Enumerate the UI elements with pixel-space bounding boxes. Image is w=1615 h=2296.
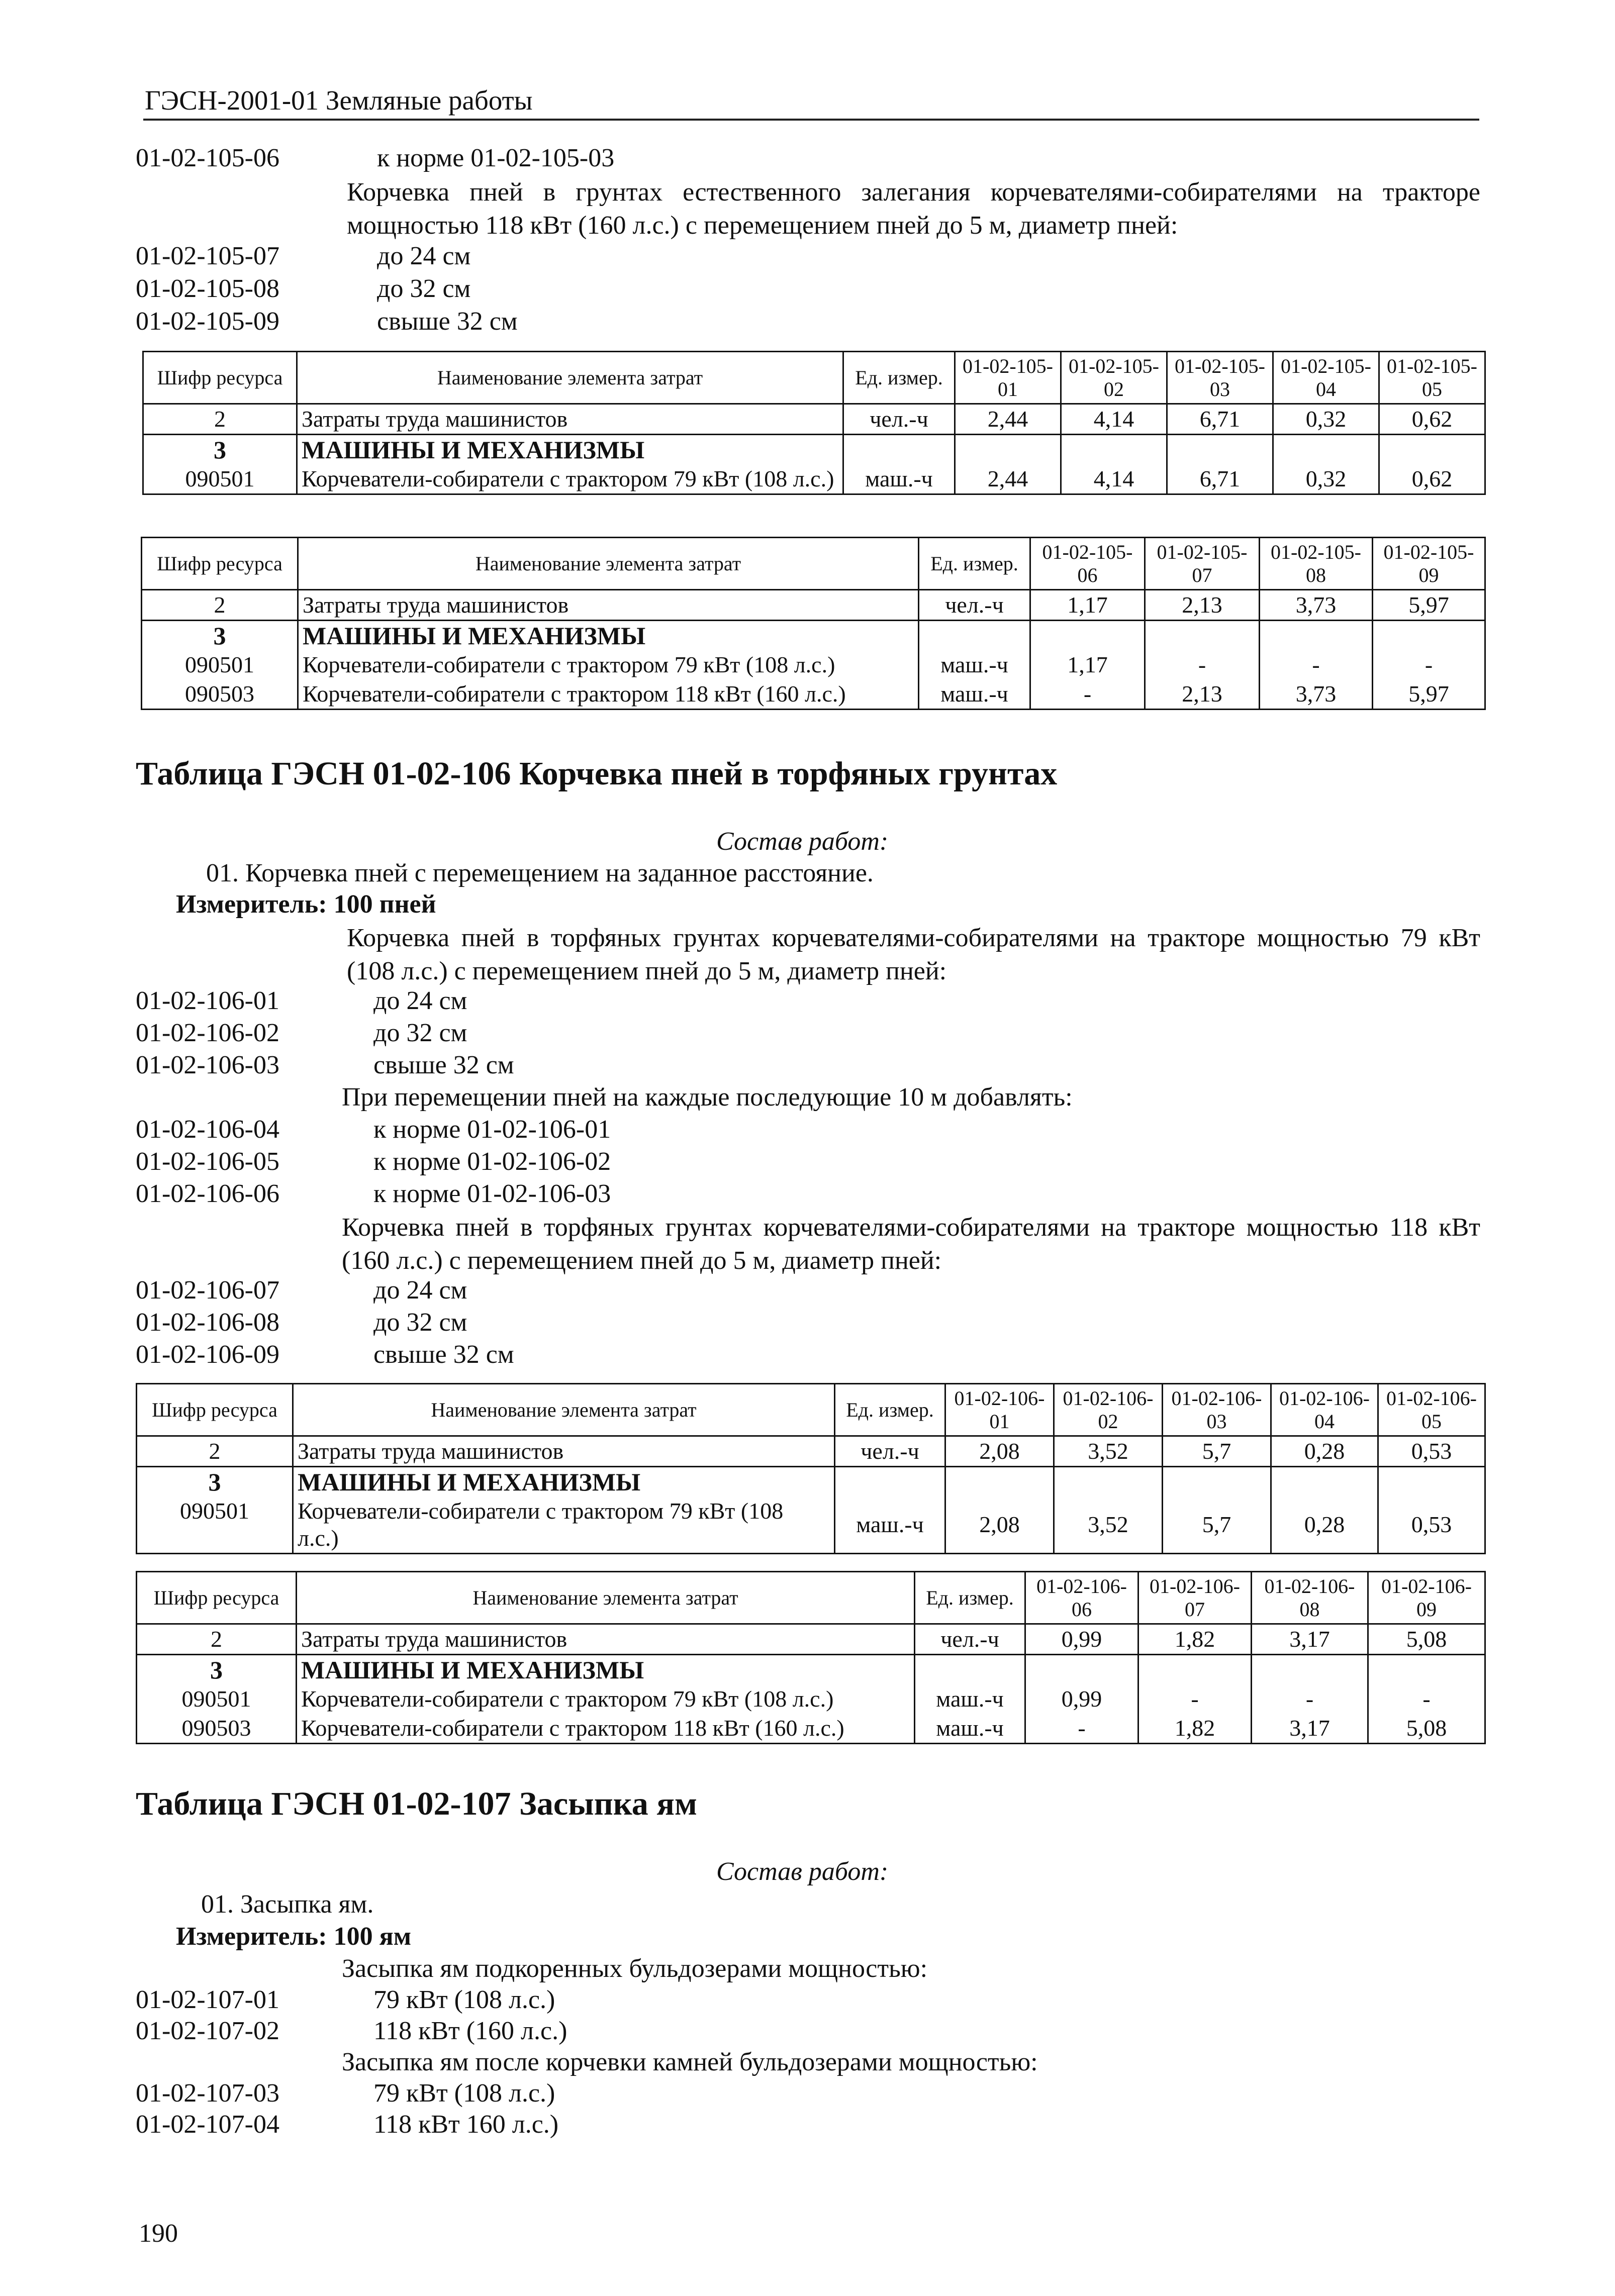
table-cell <box>1368 1655 1485 1685</box>
norm-text: до 32 см <box>377 274 471 303</box>
table-cell: маш.-ч <box>919 650 1030 679</box>
table-cell: Корчеватели-собиратели с трактором 79 кВт (108 л.с.) <box>297 1684 915 1714</box>
norm-description: Корчевка пней в торфяных грунтах корчевателями-собирателями на тракторе мощностью 118 кВт (160 л.с.) с перемещением пней до 5 м, диаметр пней: <box>342 1213 1480 1275</box>
norm-text: до 32 см <box>373 1308 467 1337</box>
table-header-row <box>137 1384 1485 1436</box>
header-cell: Шифр ресурса <box>137 1572 297 1624</box>
norm-text: 118 кВт 160 л.с.) <box>373 2110 559 2139</box>
norm-code: 01-02-105-07 <box>136 242 279 270</box>
norm-code: 01-02-107-03 <box>136 2079 279 2108</box>
header-cell: 01-02-106-03 <box>1163 1384 1271 1436</box>
norm-text: до 24 см <box>377 242 471 270</box>
header-cell: 01-02-105-01 <box>955 352 1061 404</box>
table-cell: Корчеватели-собиратели с трактором 79 кВт (108 л.с.) <box>297 464 843 494</box>
table-cell: - <box>1368 1684 1485 1714</box>
header-rule <box>143 119 1479 121</box>
table-cell <box>1273 435 1379 465</box>
header-cell: Ед. измер. <box>835 1384 945 1436</box>
table-cell: 2,08 <box>945 1496 1054 1554</box>
table-row <box>137 1684 1485 1714</box>
header-cell: 01-02-105-04 <box>1273 352 1379 404</box>
table-row <box>137 1655 1485 1685</box>
header-cell: 01-02-106-02 <box>1054 1384 1163 1436</box>
norm-code: 01-02-107-04 <box>136 2110 279 2139</box>
table-cell: 2 <box>143 404 297 435</box>
norm-text: 118 кВт (160 л.с.) <box>373 2017 567 2045</box>
table-cell <box>915 1655 1025 1685</box>
table-cell: Затраты труда машинистов <box>297 404 843 435</box>
norm-text: 79 кВт (108 л.с.) <box>373 2079 555 2108</box>
table-row <box>143 435 1485 465</box>
header-cell: Наименование элемента затрат <box>297 352 843 404</box>
table-cell: Корчеватели-собиратели с трактором 79 кВт (108 л.с.) <box>298 650 919 679</box>
section-label: МАШИНЫ И МЕХАНИЗМЫ <box>293 1467 835 1497</box>
norm-text: до 24 см <box>373 986 467 1015</box>
table-cell <box>1252 1655 1368 1685</box>
table-cell: - <box>1373 650 1485 679</box>
measurement-unit-value: 100 пней <box>333 890 436 919</box>
measurement-unit <box>176 1922 411 1951</box>
table-cell: - <box>1030 679 1145 710</box>
norm-text: 79 кВт (108 л.с.) <box>373 1985 555 2014</box>
norm-description: Корчевка пней в грунтах естественного залегания корчевателями-собирателями на тракторе мощностью 118 кВт (160 л.с.) с перемещением пней до 5 м, диаметр пней: <box>347 178 1480 240</box>
header-cell: Шифр ресурса <box>142 538 298 590</box>
norm-code: 01-02-106-07 <box>136 1276 279 1305</box>
norm-description: Засыпка ям подкоренных бульдозерами мощностью: <box>342 1954 928 1983</box>
table-cell: 090503 <box>137 1714 297 1744</box>
header-cell: 01-02-106-06 <box>1025 1572 1138 1624</box>
table-cell: 0,62 <box>1379 464 1485 494</box>
norm-description: Засыпка ям после корчевки камней бульдозерами мощностью: <box>342 2048 1038 2076</box>
header-cell: Шифр ресурса <box>137 1384 293 1436</box>
table-row <box>143 404 1485 435</box>
table-cell <box>1061 435 1167 465</box>
table-cell: 4,14 <box>1061 404 1167 435</box>
table-cell: маш.-ч <box>843 464 955 494</box>
table-cell <box>1167 435 1273 465</box>
table-cell: Корчеватели-собиратели с трактором 118 кВт (160 л.с.) <box>297 1714 915 1744</box>
work-composition-label: Состав работ: <box>716 827 889 856</box>
resource-table-105-a <box>142 351 1486 495</box>
table-cell: 090503 <box>142 679 298 710</box>
table-cell <box>843 435 955 465</box>
table-cell: 4,14 <box>1061 464 1167 494</box>
norm-text: к норме 01-02-106-02 <box>373 1147 611 1176</box>
table-cell: 3,17 <box>1252 1714 1368 1744</box>
table-cell: 2,13 <box>1145 590 1260 621</box>
norm-code: 01-02-105-09 <box>136 307 279 336</box>
table-row <box>143 464 1485 494</box>
header-cell: 01-02-106-08 <box>1252 1572 1368 1624</box>
header-cell: 01-02-105-03 <box>1167 352 1273 404</box>
table-cell: 2 <box>137 1436 293 1467</box>
table-cell <box>1054 1467 1163 1497</box>
table-cell: 090501 <box>143 464 297 494</box>
table-row <box>137 1624 1485 1655</box>
table-cell: 5,97 <box>1373 679 1485 710</box>
header-cell: 01-02-105-07 <box>1145 538 1260 590</box>
table-cell <box>1145 621 1260 651</box>
header-cell: 01-02-106-01 <box>945 1384 1054 1436</box>
measurement-unit-label: Измеритель: <box>176 890 327 919</box>
table-cell: Затраты труда машинистов <box>298 590 919 621</box>
norm-code: 01-02-105-06 <box>136 144 279 172</box>
header-cell: Ед. измер. <box>915 1572 1025 1624</box>
norm-code: 01-02-106-01 <box>136 986 279 1015</box>
norm-code: 01-02-106-09 <box>136 1340 279 1369</box>
measurement-unit <box>176 889 436 919</box>
section-label: МАШИНЫ И МЕХАНИЗМЫ <box>297 1655 915 1685</box>
header-cell: Шифр ресурса <box>143 352 297 404</box>
header-cell: 01-02-105-08 <box>1260 538 1373 590</box>
table-cell: - <box>1252 1684 1368 1714</box>
table-cell <box>945 1467 1054 1497</box>
table-cell: 0,99 <box>1025 1624 1138 1655</box>
norm-description: Корчевка пней в торфяных грунтах корчевателями-собирателями на тракторе мощностью 79 кВт (108 л.с.) с перемещением пней до 5 м, диаметр пней: <box>347 924 1480 985</box>
table-cell: 090501 <box>142 650 298 679</box>
table-cell: 2 <box>142 590 298 621</box>
running-header: ГЭСН-2001-01 Земляные работы <box>145 85 533 116</box>
norm-text: к норме 01-02-106-01 <box>373 1115 611 1144</box>
section-title-106: Таблица ГЭСН 01-02-106 Корчевка пней в торфяных грунтах <box>136 755 1058 792</box>
table-cell: 0,99 <box>1025 1684 1138 1714</box>
table-cell: чел.-ч <box>915 1624 1025 1655</box>
header-cell: 01-02-106-05 <box>1378 1384 1485 1436</box>
table-cell <box>1025 1655 1138 1685</box>
table-cell: 0,62 <box>1379 404 1485 435</box>
norm-code: 01-02-106-06 <box>136 1179 279 1208</box>
header-cell: 01-02-105-05 <box>1379 352 1485 404</box>
table-cell: 5,7 <box>1163 1496 1271 1554</box>
resource-table-105-b <box>141 537 1486 710</box>
table-row <box>137 1467 1485 1497</box>
norm-text: свыше 32 см <box>373 1051 514 1079</box>
section-label: МАШИНЫ И МЕХАНИЗМЫ <box>298 621 919 651</box>
header-cell: 01-02-105-02 <box>1061 352 1167 404</box>
section-label: МАШИНЫ И МЕХАНИЗМЫ <box>297 435 843 465</box>
table-cell: 5,97 <box>1373 590 1485 621</box>
table-cell: маш.-ч <box>915 1684 1025 1714</box>
table-cell: Корчеватели-собиратели с трактором 118 кВт (160 л.с.) <box>298 679 919 710</box>
table-cell: 2,08 <box>945 1436 1054 1467</box>
table-cell: 3,52 <box>1054 1496 1163 1554</box>
table-cell: чел.-ч <box>843 404 955 435</box>
work-item: 01. Засыпка ям. <box>201 1890 374 1919</box>
header-cell: 01-02-106-09 <box>1368 1572 1485 1624</box>
table-cell: 5,7 <box>1163 1436 1271 1467</box>
measurement-unit-label: Измеритель: <box>176 1922 327 1951</box>
table-cell: - <box>1145 650 1260 679</box>
table-cell: 3,73 <box>1260 590 1373 621</box>
table-cell: 0,53 <box>1378 1496 1485 1554</box>
table-cell: чел.-ч <box>835 1436 945 1467</box>
header-cell: Наименование элемента затрат <box>298 538 919 590</box>
table-cell: 1,82 <box>1138 1624 1252 1655</box>
header-cell: 01-02-106-04 <box>1271 1384 1378 1436</box>
header-cell: Ед. измер. <box>919 538 1030 590</box>
norm-text: к норме 01-02-106-03 <box>373 1179 611 1208</box>
table-cell <box>835 1467 945 1497</box>
table-row <box>137 1496 1485 1554</box>
table-cell: 0,32 <box>1273 404 1379 435</box>
work-item: 01. Корчевка пней с перемещением на заданное расстояние. <box>206 859 874 887</box>
table-cell: Затраты труда машинистов <box>297 1624 915 1655</box>
norm-code: 01-02-106-02 <box>136 1019 279 1047</box>
table-cell <box>919 621 1030 651</box>
table-cell: 090501 <box>137 1684 297 1714</box>
table-cell: - <box>1138 1684 1252 1714</box>
table-cell: 3 <box>137 1467 293 1497</box>
table-header-row <box>137 1572 1485 1624</box>
table-header-row <box>143 352 1485 404</box>
table-row <box>142 621 1485 651</box>
table-row <box>142 590 1485 621</box>
table-cell: 1,17 <box>1030 590 1145 621</box>
table-cell: 3,52 <box>1054 1436 1163 1467</box>
section-title-107: Таблица ГЭСН 01-02-107 Засыпка ям <box>136 1785 697 1822</box>
table-cell: 0,32 <box>1273 464 1379 494</box>
norm-code: 01-02-106-08 <box>136 1308 279 1337</box>
table-cell: 5,08 <box>1368 1624 1485 1655</box>
table-cell <box>955 435 1061 465</box>
norm-text: до 24 см <box>373 1276 467 1305</box>
table-cell: 1,82 <box>1138 1714 1252 1744</box>
table-cell: Затраты труда машинистов <box>293 1436 835 1467</box>
norm-text: до 32 см <box>373 1019 467 1047</box>
table-cell: маш.-ч <box>835 1496 945 1554</box>
norm-text: свыше 32 см <box>373 1340 514 1369</box>
work-composition-label: Состав работ: <box>716 1857 889 1886</box>
table-cell <box>1379 435 1485 465</box>
header-cell: Наименование элемента затрат <box>297 1572 915 1624</box>
table-cell: 0,28 <box>1271 1436 1378 1467</box>
measurement-unit-value: 100 ям <box>333 1922 412 1951</box>
table-cell: 090501 <box>137 1496 293 1554</box>
table-row <box>137 1714 1485 1744</box>
norm-code: 01-02-107-01 <box>136 1985 279 2014</box>
table-cell <box>1373 621 1485 651</box>
table-cell <box>1030 621 1145 651</box>
table-cell: 2,44 <box>955 464 1061 494</box>
table-cell: маш.-ч <box>915 1714 1025 1744</box>
table-cell: 1,17 <box>1030 650 1145 679</box>
header-cell: 01-02-105-09 <box>1373 538 1485 590</box>
header-cell: Ед. измер. <box>843 352 955 404</box>
table-cell <box>1378 1467 1485 1497</box>
norm-text: к норме 01-02-105-03 <box>377 144 615 172</box>
norm-code: 01-02-106-05 <box>136 1147 279 1176</box>
table-header-row <box>142 538 1485 590</box>
norm-code: 01-02-106-04 <box>136 1115 279 1144</box>
norm-code: 01-02-107-02 <box>136 2017 279 2045</box>
norm-code: 01-02-106-03 <box>136 1051 279 1079</box>
table-cell: 3 <box>137 1655 297 1685</box>
norm-description: При перемещении пней на каждые последующие 10 м добавлять: <box>342 1083 1073 1112</box>
table-row <box>137 1436 1485 1467</box>
table-cell: 2,44 <box>955 404 1061 435</box>
table-row <box>142 679 1485 710</box>
table-cell: Корчеватели-собиратели с трактором 79 кВт (108 л.с.) <box>293 1496 835 1554</box>
table-cell: 6,71 <box>1167 404 1273 435</box>
header-cell: Наименование элемента затрат <box>293 1384 835 1436</box>
table-cell: 2,13 <box>1145 679 1260 710</box>
table-cell: 2 <box>137 1624 297 1655</box>
table-cell <box>1163 1467 1271 1497</box>
table-cell: 3,73 <box>1260 679 1373 710</box>
table-cell <box>1138 1655 1252 1685</box>
table-cell: 0,53 <box>1378 1436 1485 1467</box>
table-cell: - <box>1025 1714 1138 1744</box>
table-cell <box>1271 1467 1378 1497</box>
table-cell <box>1260 621 1373 651</box>
norm-code: 01-02-105-08 <box>136 274 279 303</box>
header-cell: 01-02-106-07 <box>1138 1572 1252 1624</box>
table-cell: 3,17 <box>1252 1624 1368 1655</box>
resource-table-106-b <box>136 1571 1486 1744</box>
header-cell: 01-02-105-06 <box>1030 538 1145 590</box>
resource-table-106-a <box>136 1383 1486 1554</box>
table-cell: 5,08 <box>1368 1714 1485 1744</box>
table-cell: - <box>1260 650 1373 679</box>
table-cell: чел.-ч <box>919 590 1030 621</box>
table-row <box>142 650 1485 679</box>
table-cell: маш.-ч <box>919 679 1030 710</box>
table-cell: 3 <box>142 621 298 651</box>
table-cell: 6,71 <box>1167 464 1273 494</box>
page-number: 190 <box>139 2219 178 2248</box>
norm-text: свыше 32 см <box>377 307 518 336</box>
table-cell: 3 <box>143 435 297 465</box>
table-cell: 0,28 <box>1271 1496 1378 1554</box>
